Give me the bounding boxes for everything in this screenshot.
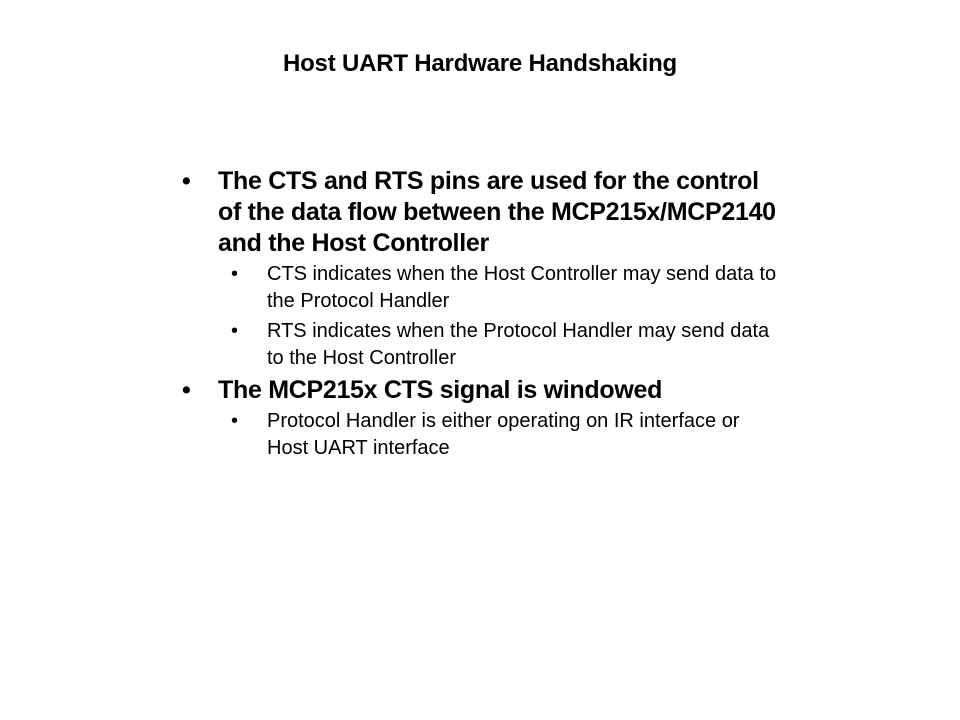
sub-bullet-text: CTS indicates when the Host Controller may send data to the Protocol Handler — [267, 263, 777, 312]
sub-bullet-item — [182, 261, 782, 315]
sub-bullet-item — [182, 318, 782, 372]
bullet-icon: • — [231, 320, 239, 342]
bullet-icon: • — [231, 263, 239, 285]
sub-bullet-item — [182, 408, 782, 462]
bullet-icon: • — [182, 376, 191, 404]
bullet-text: The MCP215x CTS signal is windowed — [218, 376, 663, 404]
slide-title: Host UART Hardware Handshaking — [282, 50, 678, 77]
bullet-list — [182, 166, 782, 465]
bullet-icon: • — [231, 410, 239, 432]
sub-bullet-text: Protocol Handler is either operating on IR interface or Host UART interface — [267, 410, 740, 459]
bullet-item — [182, 166, 782, 259]
sub-bullet-text: RTS indicates when the Protocol Handler may send data to the Host Controller — [267, 320, 770, 369]
bullet-icon: • — [182, 167, 191, 195]
bullet-item — [182, 375, 782, 406]
bullet-text: The CTS and RTS pins are used for the control of the data flow between the MCP215x/MCP2140 and the Host Controller — [218, 167, 776, 257]
